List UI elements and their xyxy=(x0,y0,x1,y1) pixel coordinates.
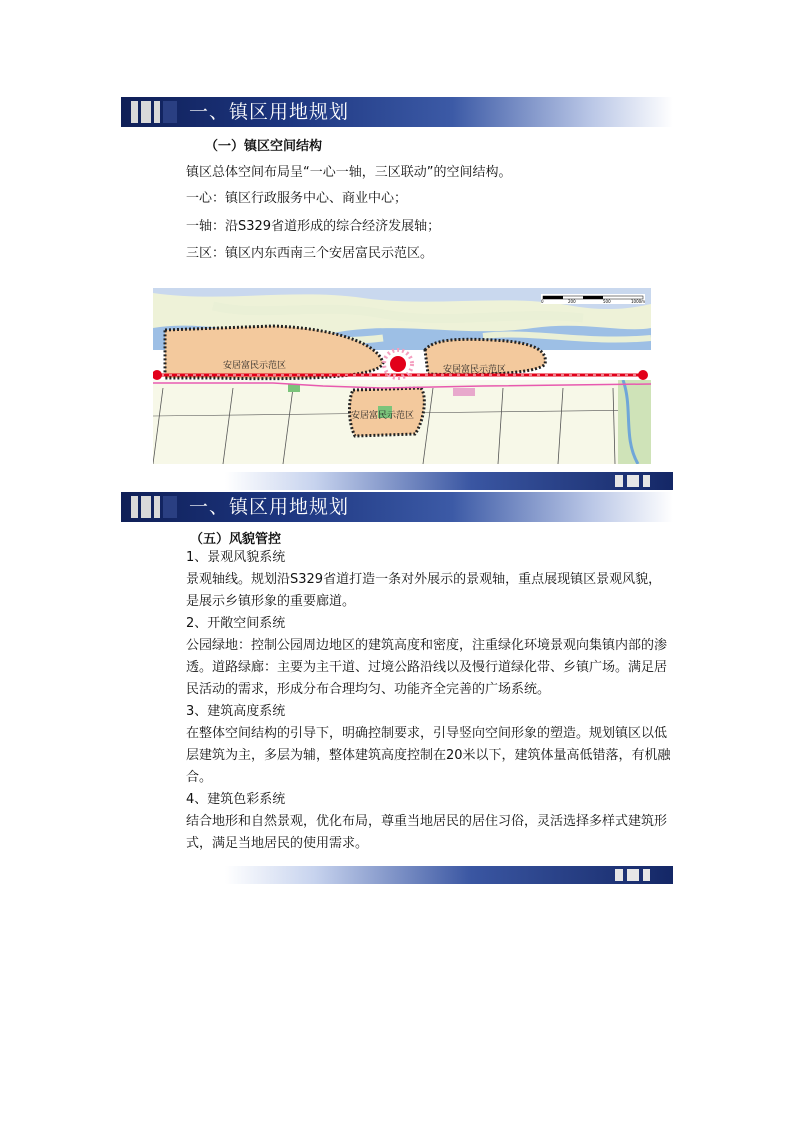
scale-label: 0 xyxy=(541,299,544,304)
zone-label-east: 安居富民示范区 xyxy=(443,365,507,375)
item-text: 公园绿地：控制公园周边地区的建筑高度和密度，注重绿化环境景观向集镇内部的渗透。道路绿廊：主要为主干道、过境公路沿线以及慢行道绿化带、乡镇广场。满足居民活动的需求，形成分布合理均匀、功能齐全完善的广场系统。 xyxy=(186,638,668,697)
spatial-structure-map xyxy=(153,288,651,464)
scale-label: 1000m xyxy=(631,299,646,304)
item-heading: 4、建筑色彩系统 xyxy=(186,792,286,807)
section-title: 一、镇区用地规划 xyxy=(189,101,350,123)
item-heading: 2、开敞空间系统 xyxy=(186,616,286,631)
scale-label: 500 xyxy=(603,299,611,304)
paragraph: 一轴：沿S329省道形成的综合经济发展轴； xyxy=(186,219,441,234)
item-text: 在整体空间结构的引导下，明确控制要求，引导竖向空间形象的塑造。规划镇区以低层建筑为主，多层为辅，整体建筑高度控制在20米以下，建筑体量高低错落，有机融合。 xyxy=(186,726,671,785)
item-heading: 1、景观风貌系统 xyxy=(186,550,286,565)
section-title: 一、镇区用地规划 xyxy=(189,496,350,518)
subsection-title: （一）镇区空间结构 xyxy=(205,139,323,154)
item-text: 结合地形和自然景观，优化布局，尊重当地居民的居住习俗，灵活选择多样式建筑形式，满足当地居民的使用需求。 xyxy=(186,814,668,851)
feature-control-text xyxy=(186,547,674,855)
section-footer-bar xyxy=(225,472,673,490)
scale-label: 200 xyxy=(568,299,576,304)
section-banner xyxy=(121,492,673,522)
item-heading: 3、建筑高度系统 xyxy=(186,704,286,719)
paragraph: 三区：镇区内东西南三个安居富民示范区。 xyxy=(186,246,434,261)
section-banner xyxy=(121,97,673,127)
item-text: 景观轴线。规划沿S329省道打造一条对外展示的景观轴，重点展现镇区景观风貌，是展示乡镇形象的重要廊道。 xyxy=(186,572,662,609)
banner-decoration xyxy=(121,492,181,522)
subsection-title: （五）风貌管控 xyxy=(190,532,282,547)
zone-label-west: 安居富民示范区 xyxy=(223,361,287,371)
banner-decoration xyxy=(121,97,181,127)
zone-label-south: 安居富民示范区 xyxy=(351,411,415,421)
section-footer-bar xyxy=(225,866,673,884)
paragraph: 一心：镇区行政服务中心、商业中心； xyxy=(186,191,408,206)
paragraph: 镇区总体空间布局呈“一心一轴，三区联动”的空间结构。 xyxy=(186,165,512,180)
